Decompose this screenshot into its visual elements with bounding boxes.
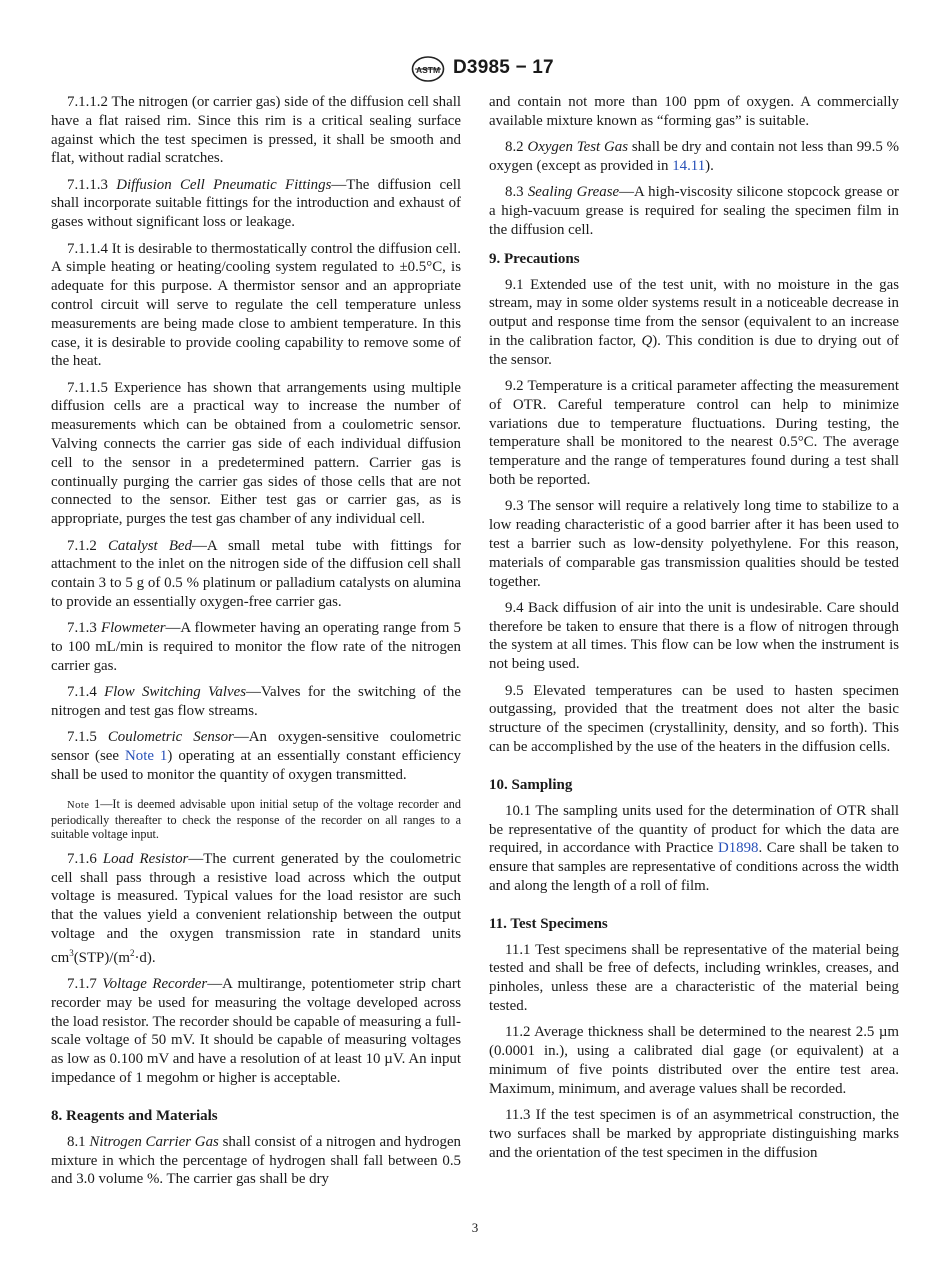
paragraph-7-1-2: 7.1.2 Catalyst Bed—A small metal tube with fittings for attachment to the inlet on the nitrogen side of the diffusion cell shall contain 3 to 5 g of 0.5 % platinum or palladium catalysts on alumina to provide an essentially oxygen-free carrier gas. (51, 537, 461, 610)
paragraph-9-3: 9.3 The sensor will require a relatively long time to stabilize to a low reading characteristic of a good barrier after it has been used to test a barrier such as low-density polyethylene. For this reason, materials of comparable gas transmission qualities should be tested together. (489, 498, 899, 590)
paragraph-7-1-7: 7.1.7 Voltage Recorder—A multirange, potentiometer strip chart recorder may be used for measuring the voltage developed across the load resistor. The recorder should be capable of measuring a full-scale voltage of 50 mV. It should be capable of measuring voltages as low as 0.100 mV and have a resolution of at least 10 µV. An input impedance of 1 megohm or higher is acceptable. (51, 976, 461, 1087)
page-number: 3 (471, 1220, 479, 1235)
section-10-heading: 10. Sampling (489, 776, 573, 793)
section-9-heading: 9. Precautions (489, 250, 580, 267)
page-header (0, 56, 950, 84)
paragraph-10-1: 10.1 The sampling units used for the determination of OTR shall be representative of the quantity of product for which the data are required, in accordance with Practice D1898. Care shall be taken to ensure that samples are representative of conditions across the width and along the length of a roll of film. (489, 802, 899, 894)
section-14-11-link[interactable]: 14.11 (672, 157, 706, 174)
paragraph-9-4: 9.4 Back diffusion of air into the unit is undesirable. Care should therefore be taken to ensure that there is a flow of nitrogen through the system at all times. This flow can be low when the instrument is not being used. (489, 599, 899, 673)
note-1: Note 1—It is deemed advisable upon initial setup of the voltage recorder and periodically thereafter to check the response of the recorder on all ranges to a suitable voltage input. (51, 796, 461, 842)
paragraph-9-2: 9.2 Temperature is a critical parameter affecting the measurement of OTR. Careful temperature control can help to minimize variations due to temperature fluctuations. During testing, the temperature shall be monitored to the nearest 0.5°C. The average temperature and the range of temperatures found during a test shall both be reported. (489, 378, 899, 489)
paragraph-7-1-1-5: 7.1.1.5 Experience has shown that arrangements using multiple diffusion cells are a practical way to increase the number of measurements which can be obtained from a coulometric sensor. Valving connects the carrier gas side of each individual diffusion cell to the sensor in a predetermined pattern. Carrier gas is continually purging the carrier gas sides of those cells that are not connected to the sensor. Either test gas or carrier gas, as is appropriate, purges the test gas chamber of any individual cell. (51, 379, 461, 528)
paragraph-11-2: 11.2 Average thickness shall be determined to the nearest 2.5 µm (0.0001 in.), using a calibrated dial gage (or equivalent) at a minimum of five points distributed over the entire test area. Maximum, minimum, and average values shall be recorded. (489, 1024, 899, 1097)
paragraph-7-1-4: 7.1.4 Flow Switching Valves—Valves for the switching of the nitrogen and test gas flow streams. (51, 684, 461, 719)
paragraph-9-5: 9.5 Elevated temperatures can be used to hasten specimen outgassing, provided that the treatment does not alter the basic structure of the specimen (crystallinity, density, and so forth). This can be accomplished by the use of the heaters in the diffusion cells. (489, 682, 899, 755)
section-8-heading: 8. Reagents and Materials (51, 1107, 218, 1124)
paragraph-8-1-continued: and contain not more than 100 ppm of oxygen. A commercially available mixture known as “forming gas” is suitable. (489, 94, 899, 129)
standard-designation: D3985 − 17 (453, 57, 554, 78)
d1898-link[interactable]: D1898 (717, 840, 759, 857)
left-column (51, 93, 461, 1197)
paragraph-8-3: 8.3 Sealing Grease—A high-viscosity silicone stopcock grease or a high-vacuum grease is required for sealing the specimen film in the diffusion cell. (489, 184, 899, 238)
paragraph-8-1: 8.1 Nitrogen Carrier Gas shall consist of a nitrogen and hydrogen mixture in which the percentage of hydrogen shall fall between 0.5 and 3.0 volume %. The carrier gas shall be dry (51, 1133, 461, 1188)
paragraph-7-1-3: 7.1.3 Flowmeter—A flowmeter having an operating range from 5 to 100 mL/min is required to monitor the flow rate of the nitrogen carrier gas. (51, 620, 461, 674)
paragraph-7-1-1-4: 7.1.1.4 It is desirable to thermostatically control the diffusion cell. A simple heating or heating/cooling system regulated to ±0.5°C, is adequate for this purpose. A thermistor sensor and an appropriate control circuit will serve to regulate the cell temperature unless measurements are being made close to ambient temperature. In this case, it is desirable to provide cooling capability to remove some of the heat. (51, 240, 461, 370)
paragraph-7-1-5: 7.1.5 Coulometric Sensor—An oxygen-sensitive coulometric sensor (see Note 1) operating at an essentially constant efficiency shall be used to monitor the quantity of oxygen transmitted. (51, 729, 461, 783)
right-column (489, 93, 899, 1170)
paragraph-8-2: 8.2 Oxygen Test Gas shall be dry and contain not less than 99.5 % oxygen (except as provided in 14.11). (489, 139, 899, 174)
paragraph-11-3: 11.3 If the test specimen is of an asymmetrical construction, the two surfaces shall be marked by appropriate distinguishing marks and the orientation of the test specimen in the diffusion (489, 1107, 899, 1161)
paragraph-7-1-1-3: 7.1.1.3 Diffusion Cell Pneumatic Fittings—The diffusion cell shall incorporate suitable fittings for the introduction and exhaust of gases without significant loss or leakage. (51, 176, 461, 231)
section-11-heading: 11. Test Specimens (489, 915, 608, 932)
note-1-link[interactable]: Note 1 (125, 748, 168, 764)
paragraph-9-1: 9.1 Extended use of the test unit, with no moisture in the gas stream, may in some older systems result in a noticeable decrease in output and response time from the sensor (equivalent to an increase in the calibration factor, Q). This condition is due to drying out of the sensor. (489, 276, 899, 368)
paragraph-7-1-1-2: 7.1.1.2 The nitrogen (or carrier gas) side of the diffusion cell shall have a flat raised rim. Since this rim is a critical sealing surface against which the test specimen is pressed, it shall be smooth and flat, without radial scratches. (51, 94, 461, 167)
paragraph-7-1-6: 7.1.6 Load Resistor—The current generated by the coulometric cell shall pass through a resistive load across which the output voltage is measured. Typical values for the load resistor are such that the values yield a convenient relationship between the output voltage and the oxygen transmission rate in standard units $cm^3(STP)/(m^2\cdot d)$. (51, 850, 461, 966)
paragraph-11-1: 11.1 Test specimens shall be representative of the material being tested and shall be free of defects, including wrinkles, creases, and pinholes, unless these are a characteristic of the material being tested. (489, 941, 899, 1015)
logo-text: ASTM (415, 65, 441, 75)
astm-logo-icon (411, 56, 445, 82)
